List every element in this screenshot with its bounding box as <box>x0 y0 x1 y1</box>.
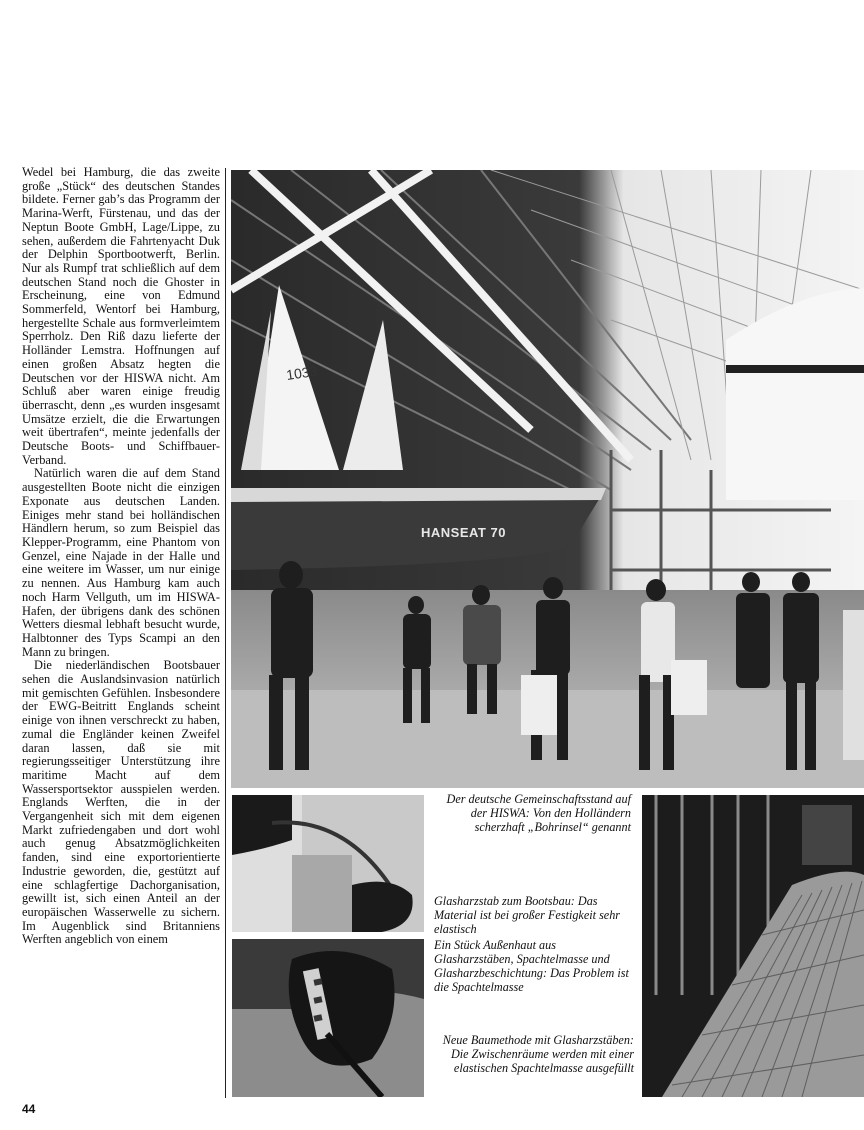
article-body <box>22 166 220 947</box>
caption-hull-piece: Ein Stück Außenhaut aus Glasharzstäben, Spachtelmasse und Glasharzbeschichtung: Das Problem ist die Spachtelmasse <box>434 938 629 994</box>
exhibition-hall-photo <box>231 170 864 788</box>
caption-rod: Glasharzstab zum Bootsbau: Das Material ist bei großer Festigkeit sehr elastisch <box>434 894 621 936</box>
sail-number: 1033 <box>285 362 319 383</box>
caption-method: Neue Baumethode mit Glasharzstäben: Die Zwischenräume werden mit einer elastischen Spachtelmasse ausgefüllt <box>442 1033 634 1075</box>
boat-name-label: HANSEAT 70 <box>421 525 506 540</box>
paragraph: Die niederländischen Bootsbauer sehen die Auslandsinvasion natürlich mit gemischten Gefühlen. Insbesondere der EWG-Beitritt Englands scheint einige von ihnen verschreckt zu haben, zumal die Engländer keinen Zweifel daran lassen, daß sie mit regierungsseitiger Unterstützung ihre maritime Macht auf dem Wassersportsektor ausspielen werden. Englands Werften, die in der Vergangenheit sich mit dem eigenen Markt zufriedengaben und dort wohl auch genug Absatzmöglichkeiten fanden, sind eine exportorientierte Industrie geworden, die, gestützt auf eine schlagfertige Dachorganisation, gewillt ist, sich einen Anteil an der europäischen Wasserwelle zu sichern. Im Augenblick sind Britanniens Werften angeblich von einem <box>22 658 220 947</box>
paragraph: Natürlich waren die auf dem Stand ausgestellten Boote nicht die einzigen Exponate aus deutschen Landen. Einiges mehr stand bei holländischen Händlern herum, so zum Beispiel das Klepper-Programm, eine Phantom von Genzel, eine Najade in der Halle und eine weitere im Wasser, um nur einige zu nennen. Aus Hamburg kam auch noch Harm Vellguth, um im HISWA-Hafen, der übrigens dank des schönen Wetters diesmal lebhaft besucht wurde, Halbtonner des Typs Scampi an den Mann zu bringen. <box>22 466 220 659</box>
hull-piece-photo <box>232 939 424 1097</box>
glass-rod-photo <box>232 795 424 932</box>
column-divider <box>225 168 226 1098</box>
caption-stand: Der deutsche Gemeinschaftsstand auf der HISWA: Von den Holländern scherzhaft „Bohrinsel“ genannt <box>446 792 631 834</box>
paragraph: Wedel bei Hamburg, die das zweite große „Stück“ des deutschen Standes bildete. Ferner gab’s das Programm der Marina-Werft, Fürstenau, und das der Neptun Boote GmbH, Lage/Lippe, zu sehen, außerdem die Fahrtenyacht Duk der Delphin Sportbootwerft, Berlin. Nur als Rumpf trat schließlich auf dem deutschen Stand noch die Ghoster in Erscheinung, eine von Edmund Sommerfeld, Wentorf bei Hamburg, hergestellte Schale aus formverleimtem Sperrholz. Den Riß dazu lieferte der Holländer Lemstra. Hoffnungen auf einen großen Absatz hegten die Deutschen vor der HISWA nicht. Am Schluß aber waren einige freudig überrascht, denn „es wurden insgesamt Umsätze erzielt, die die Erwartungen weit übertrafen“, meinte jedenfalls der Deutsche Boots- und Schiffbauer-Verband. <box>22 165 220 467</box>
building-method-photo <box>642 795 864 1097</box>
page-number: 44 <box>22 1102 36 1116</box>
